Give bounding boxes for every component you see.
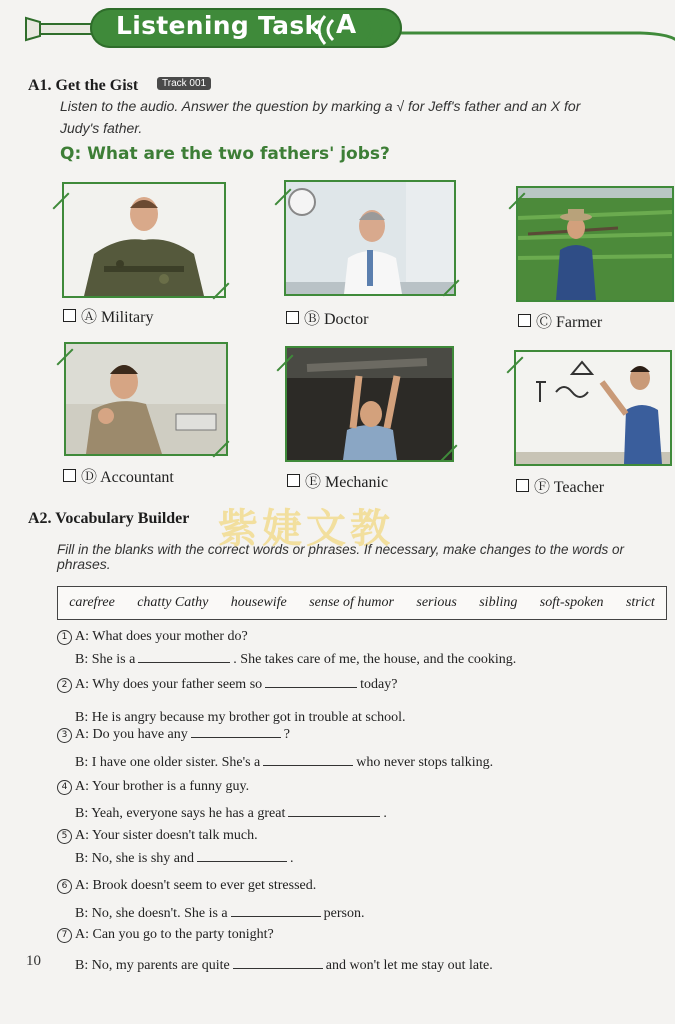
a2-instruction-line-2: phrases. [57,556,111,572]
item-1-b: B: She is a . She takes care of me, the house, and the cooking. [75,652,517,667]
a2-heading: A2. Vocabulary Builder [28,510,190,527]
word-bank-item: housewife [230,595,287,610]
item-3-b: B: I have one older sister. She's a who never stops talking. [75,755,494,770]
option-label: Ⓑ Doctor [304,311,369,328]
word-bank-item: soft-spoken [539,595,604,610]
teacher-photo [514,350,672,466]
item-5-b: B: No, she is shy and . [75,851,294,866]
megaphone-icon [22,14,94,49]
word-bank-item: carefree [69,595,115,610]
a1-heading: A1. Get the Gist [28,77,139,94]
answer-blank[interactable] [288,815,380,817]
item-6-b: B: No, she doesn't. She is a person. [75,906,365,921]
item-5-a: 5 A: Your sister doesn't talk much. [57,828,258,844]
page-title: Listening Task [116,11,322,40]
option-farmer[interactable] [518,309,602,332]
option-label: Ⓒ Farmer [536,314,603,331]
answer-blank[interactable] [233,967,323,969]
answer-blank[interactable] [263,764,353,766]
farmer-photo [516,186,674,302]
answer-blank[interactable] [138,661,230,663]
option-mechanic[interactable] [287,469,388,492]
option-accountant[interactable] [63,464,174,487]
answer-blank[interactable] [231,915,321,917]
item-4-b: B: Yeah, everyone says he has a great . [75,806,387,821]
checkbox[interactable] [63,309,76,322]
word-bank-item: chatty Cathy [137,595,209,610]
item-number: 7 [57,928,72,943]
item-number: 4 [57,780,72,795]
word-bank-item: sibling [479,595,518,610]
doctor-photo [284,180,456,296]
military-photo [62,182,226,298]
checkbox[interactable] [63,469,76,482]
mechanic-photo [285,346,454,462]
a1-question: Q: What are the two fathers' jobs? [60,144,390,164]
option-label: Ⓔ Mechanic [305,474,389,491]
checkbox[interactable] [286,311,299,324]
item-number: 6 [57,879,72,894]
answer-blank[interactable] [197,860,287,862]
item-number: 3 [57,728,72,743]
word-bank-item: serious [416,595,457,610]
answer-blank[interactable] [191,736,281,738]
item-number: 1 [57,630,72,645]
word-bank-item: strict [625,595,655,610]
item-7-b: B: No, my parents are quite and won't let me stay out late. [75,958,493,973]
option-label: Ⓓ Accountant [81,469,174,486]
accountant-photo [64,342,228,456]
checkbox[interactable] [287,474,300,487]
a1-instruction-line-1: Listen to the audio. Answer the question by marking a √ for Jeff's father and an X for [60,98,581,114]
a2-instruction-line-1: Fill in the blanks with the correct words or phrases. If necessary, make changes to the words or [57,542,624,557]
item-2-b: B: He is angry because my brother got in trouble at school. [75,710,406,725]
a1-instruction-line-2: Judy's father. [60,120,143,136]
item-4-a: 4 A: Your brother is a funny guy. [57,779,249,795]
answer-blank[interactable] [265,686,357,688]
option-teacher[interactable] [516,474,604,497]
item-2-a: 2 A: Why does your father seem so today? [57,677,397,693]
option-military[interactable] [63,304,153,327]
option-label: Ⓐ Military [81,309,154,326]
item-6-a: 6 A: Brook doesn't seem to ever get stressed. [57,878,316,894]
track-badge[interactable]: Track 001 [157,77,211,90]
item-number: 5 [57,829,72,844]
option-doctor[interactable] [286,306,368,329]
checkbox[interactable] [516,479,529,492]
word-bank-item: sense of humor [309,595,394,610]
word-bank [57,586,667,620]
watermark: 紫婕文教 [218,506,394,552]
checkbox[interactable] [518,314,531,327]
item-3-a: 3 A: Do you have any ? [57,727,290,743]
page-number: 10 [26,953,41,969]
item-7-a: 7 A: Can you go to the party tonight? [57,927,274,943]
item-number: 2 [57,678,72,693]
task-letter: A [336,10,357,40]
item-1-a: 1 A: What does your mother do? [57,629,248,645]
option-label: Ⓕ Teacher [534,479,605,496]
